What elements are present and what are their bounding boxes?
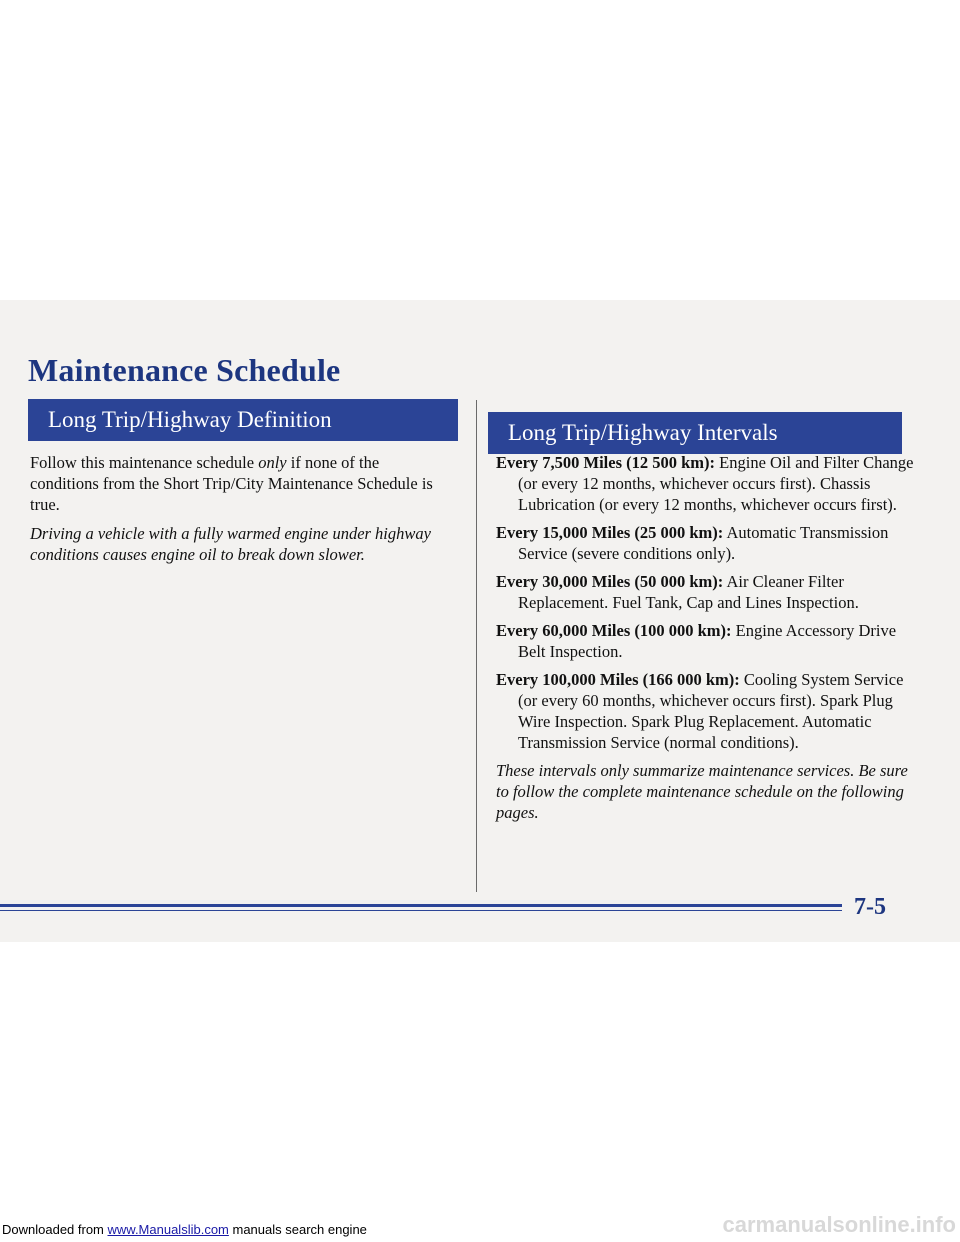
- column-divider: [476, 400, 477, 892]
- interval-label: Every 7,500 Miles (12 500 km):: [496, 453, 716, 472]
- definition-emphasis: only: [258, 453, 287, 472]
- definition-paragraph: [30, 452, 450, 515]
- section-heading-definition: Long Trip/Highway Definition: [28, 399, 458, 441]
- interval-label: Every 60,000 Miles (100 000 km):: [496, 621, 732, 640]
- interval-text: Engine Oil and Filter Change (or every 12 months, whichever occurs first). Chassis Lubrication (or every 12 months, whichever occurs first).: [518, 453, 914, 514]
- interval-label: Every 15,000 Miles (25 000 km):: [496, 523, 724, 542]
- download-footer: [2, 1222, 367, 1237]
- definition-text-end: if none of the conditions from the Short Trip/City Maintenance Schedule is true.: [30, 453, 433, 514]
- definition-note: Driving a vehicle with a fully warmed engine under highway conditions causes engine oil to break down slower.: [30, 524, 431, 564]
- intervals-column: [496, 452, 916, 823]
- interval-text: Cooling System Service (or every 60 months, whichever occurs first). Spark Plug Wire Inspection. Spark Plug Replacement. Automatic Transmission Service (normal conditions).: [518, 670, 904, 752]
- footer-prefix: Downloaded from: [2, 1222, 108, 1237]
- interval-label: Every 30,000 Miles (50 000 km):: [496, 572, 724, 591]
- manualslib-link[interactable]: www.Manualslib.com: [107, 1222, 229, 1237]
- interval-item: [496, 452, 916, 515]
- interval-text: Engine Accessory Drive Belt Inspection.: [518, 621, 897, 661]
- interval-item: [496, 669, 916, 753]
- interval-label: Every 100,000 Miles (166 000 km):: [496, 670, 740, 689]
- definition-text-start: Follow this maintenance schedule: [30, 453, 259, 472]
- page-title: Maintenance Schedule: [28, 352, 341, 388]
- watermark: carmanualsonline.info: [722, 1212, 956, 1237]
- intervals-note: These intervals only summarize maintenance services. Be sure to follow the complete maintenance schedule on the following pages.: [496, 761, 908, 822]
- page-number: 7-5: [854, 894, 886, 920]
- footer-rule-thick: [0, 904, 842, 907]
- interval-item: [496, 620, 916, 662]
- interval-item: [496, 522, 916, 564]
- footer-suffix: manuals search engine: [228, 1222, 367, 1237]
- interval-text: Automatic Transmission Service (severe conditions only).: [518, 523, 889, 563]
- definition-column: [30, 452, 450, 573]
- footer-rule-thin: [0, 910, 842, 911]
- section-heading-intervals: Long Trip/Highway Intervals: [488, 412, 902, 454]
- interval-item: [496, 571, 916, 613]
- interval-text: Air Cleaner Filter Replacement. Fuel Tank, Cap and Lines Inspection.: [518, 572, 859, 612]
